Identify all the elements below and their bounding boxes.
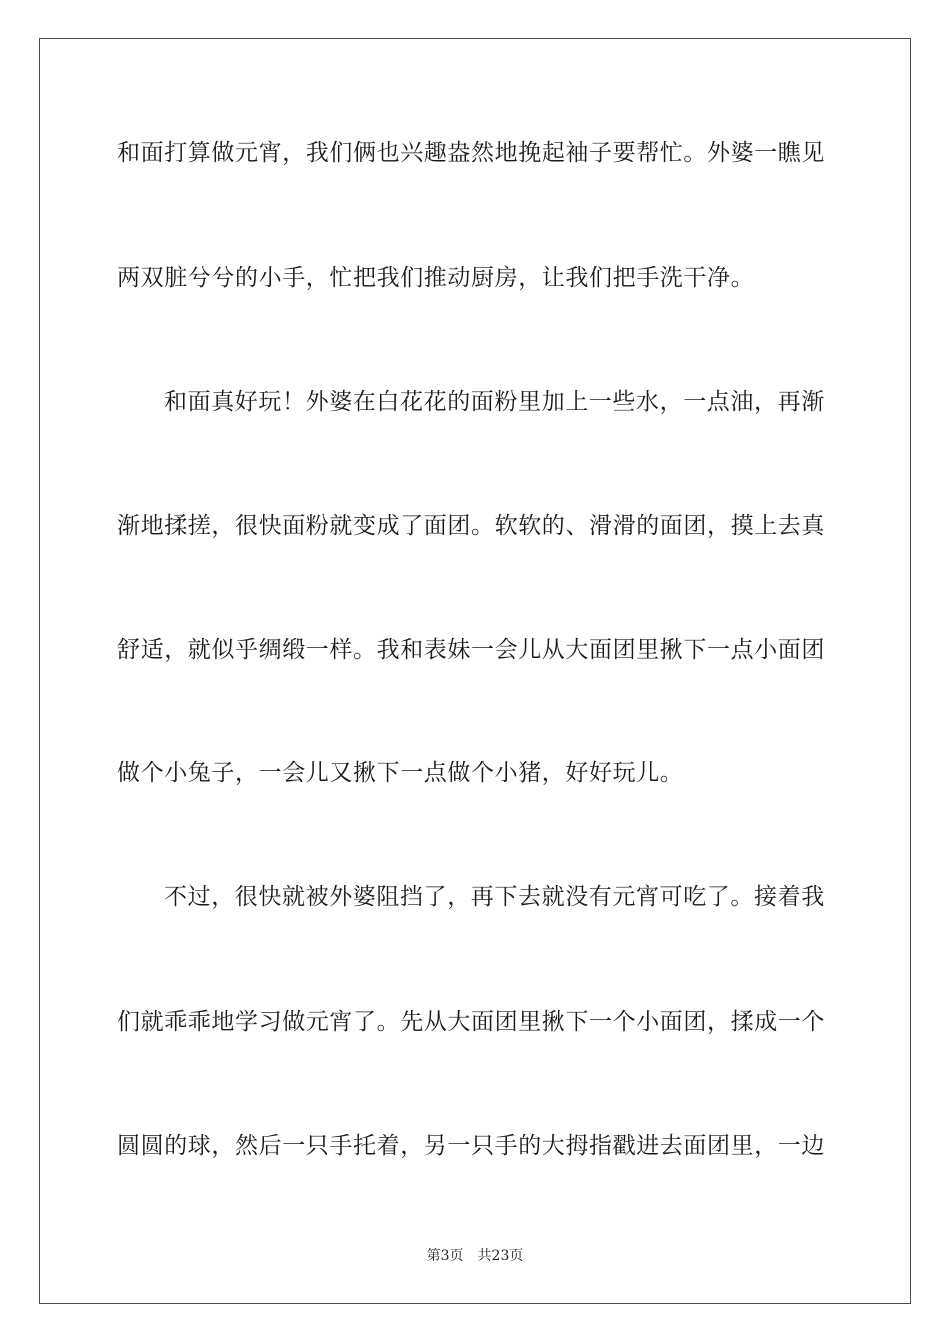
- text-line-5: 舒适，就似乎绸缎一样。我和表妹一会儿从大面团里揪下一点小面团: [117, 637, 825, 663]
- text-line-8: 们就乖乖地学习做元宵了。先从大面团里揪下一个小面团，揉成一个: [117, 1009, 825, 1035]
- text-line-3-paragraph-start: 和面真好玩！外婆在白花花的面粉里加上一些水，一点油，再渐: [164, 389, 825, 415]
- text-line-9: 圆圆的球，然后一只手托着，另一只手的大拇指戳进去面团里，一边: [117, 1133, 825, 1159]
- text-line-6: 做个小兔子，一会儿又揪下一点做个小猪，好好玩儿。: [117, 760, 684, 786]
- text-line-4: 渐地揉搓，很快面粉就变成了面团。软软的、滑滑的面团，摸上去真: [117, 513, 825, 539]
- text-line-7-paragraph-start: 不过，很快就被外婆阻挡了，再下去就没有元宵可吃了。接着我: [164, 884, 825, 910]
- text-line-2: 两双脏兮兮的小手，忙把我们推动厨房，让我们把手洗干净。: [117, 265, 755, 291]
- text-line-1: 和面打算做元宵，我们俩也兴趣盎然地挽起袖子要帮忙。外婆一瞧见: [117, 140, 825, 166]
- page-border: [39, 38, 911, 1304]
- page-number-footer: 第3页 共23页: [426, 1248, 524, 1264]
